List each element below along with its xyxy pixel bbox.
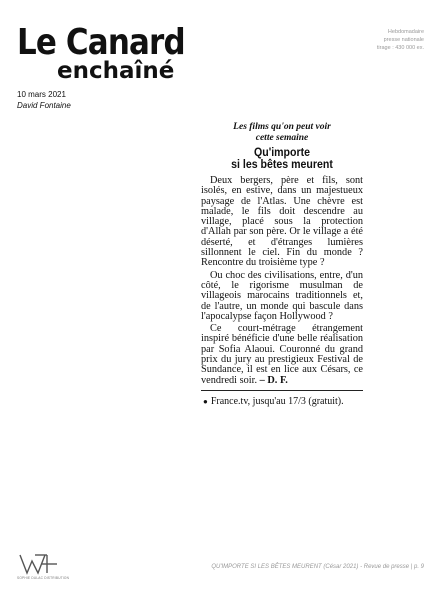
publication-type: presse nationale — [383, 37, 424, 43]
article-kicker — [201, 122, 363, 144]
screening-info — [201, 396, 363, 407]
kicker-line: Les films qu'on peut voir — [233, 122, 331, 132]
author-name: David Fontaine — [17, 101, 71, 110]
newspaper-masthead — [17, 22, 217, 84]
distributor-logo-icon — [17, 553, 59, 575]
headline-line: si les bêtes meurent — [231, 159, 333, 171]
publication-circulation: tirage : 430 000 ex. — [376, 45, 424, 51]
article-paragraph: Deux bergers, père et fils, sont isolés, en estive, dans un majestueux paysage de l'Atlas. Une chèvre est malade, le fils doit descendre au village, placé sous la protection d'Allah par son père. Or le village a été déserté, et d'étranges lumières sillonnent le ciel. Fin du monde ? Rencontre du troisième type ? — [201, 175, 363, 269]
paragraph-text: Ce court-métrage étrangement inspiré bénéficie d'une belle réalisation par Sofia Alaoui. Couronné du grand prix du jury au prestigieux Festival de Sundance, il est en lice aux Césars, ce vendredi soir. — [201, 323, 363, 386]
article-headline — [207, 147, 356, 171]
article-meta — [17, 89, 71, 111]
publication-frequency: Hebdomadaire — [387, 29, 424, 35]
press-clipping — [201, 122, 363, 407]
headline-line: Qu'importe — [253, 147, 311, 159]
masthead-title: Le Canard — [17, 22, 185, 63]
masthead-subtitle: enchaîné — [57, 58, 175, 84]
publication-info — [377, 28, 424, 52]
kicker-line: cette semaine — [255, 133, 309, 143]
publication-date: 10 mars 2021 — [17, 90, 66, 99]
distributor-logo — [17, 553, 70, 580]
article-paragraph — [201, 324, 363, 386]
bullet-icon: ● — [203, 396, 208, 406]
divider — [201, 390, 363, 391]
distributor-name: SOPHIE DULAC DISTRIBUTION — [17, 576, 70, 580]
screening-text: France.tv, jusqu'au 17/3 (gratuit). — [210, 395, 344, 407]
page-footer: QU'IMPORTE SI LES BÊTES MEURENT (César 2021) - Revue de presse | p. 9 — [211, 564, 424, 570]
article-paragraph: Ou choc des civilisations, entre, d'un côté, le rigorisme musulman de villageois marocains traditionnels et, de l'autre, un monde qui bascule dans l'apocalypse façon Hollywood ? — [201, 269, 363, 322]
article-signature: – D. F. — [259, 374, 288, 386]
